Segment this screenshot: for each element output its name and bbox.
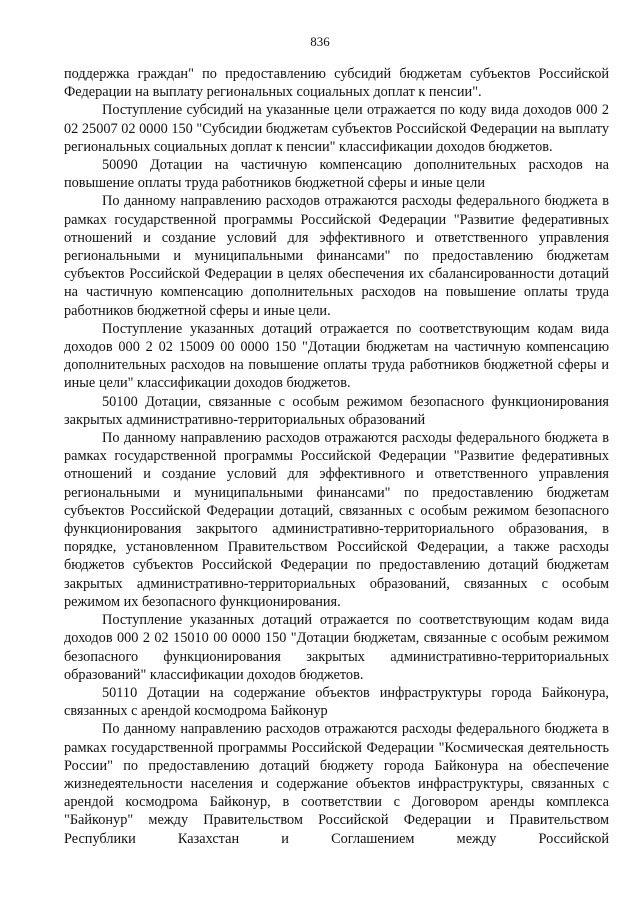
section-heading-50110: 50110 Дотации на содержание объектов инфраструктуры города Байконура, связанных с арендой космодрома Байконур bbox=[64, 684, 609, 720]
paragraph-50100-receipt: Поступление указанных дотаций отражается по соответствующим кодам вида доходов 000 2 02 15010 00 0000 150 "Дотации бюджетам, связанные с особым режимом безопасного функционирования закрытых административно-территориальных образований" классификации доходов бюджетов. bbox=[64, 612, 609, 683]
document-body bbox=[64, 65, 609, 848]
paragraph-50090-expenses: По данному направлению расходов отражаются расходы федерального бюджета в рамках государственной программы Российской Федерации "Развитие федеративных отношений и создание условий для эффективного и ответственного управления региональными и муниципальными финансами" по предоставлению бюджетам субъектов Российской Федерации в целях обеспечения их сбалансированности дотаций на частичную компенсацию дополнительных расходов на повышение оплаты труда работников бюджетной сферы и иные цели. bbox=[64, 193, 609, 319]
paragraph-subsidy-receipt: Поступление субсидий на указанные цели отражается по коду вида доходов 000 2 02 25007 02 0000 150 "Субсидии бюджетам субъектов Российской Федерации на выплату региональных социальных доплат к пенсии" классификации доходов бюджетов. bbox=[64, 102, 609, 155]
section-heading-50100: 50100 Дотации, связанные с особым режимом безопасного функционирования закрытых административно-территориальных образований bbox=[64, 393, 609, 428]
paragraph-50090-receipt: Поступление указанных дотаций отражается по соответствующим кодам вида доходов 000 2 02 15009 00 0000 150 "Дотации бюджетам на частичную компенсацию дополнительных расходов на повышение оплаты труда работников бюджетной сферы и иные цели" классификации доходов бюджетов. bbox=[64, 320, 609, 392]
paragraph-50110-expenses: По данному направлению расходов отражаются расходы федерального бюджета в рамках государственной программы Российской Федерации "Космическая деятельность России" по предоставлению дотаций бюджету города Байконура на обеспечение жизнедеятельности населения и содержание объектов инфраструктуры, связанных с арендой космодрома Байконур, в соответствии с Договором аренды комплекса "Байконур" между Правительством Российской Федерации и Правительством Республики Казахстан и Соглашением между Российской bbox=[64, 721, 609, 847]
page-number: 836 bbox=[310, 34, 330, 49]
paragraph-continuation: поддержка граждан" по предоставлению субсидий бюджетам субъектов Российской Федерации на выплату региональных социальных доплат к пенсии". bbox=[64, 66, 609, 101]
paragraph-50100-expenses: По данному направлению расходов отражаются расходы федерального бюджета в рамках государственной программы Российской Федерации "Развитие федеративных отношений и создание условий для эффективного и ответственного управления региональными и муниципальными финансами" по предоставлению бюджетам субъектов Российской Федерации дотаций, связанных с особым режимом безопасного функционирования закрытого административно-территориального образования, в порядке, установленном Правительством Российской Федерации, а также расходы бюджетов субъектов Российской Федерации по предоставлению дотаций бюджетам закрытых административно-территориальных образований, связанных с особым режимом их безопасного функционирования. bbox=[64, 430, 609, 610]
section-heading-50090: 50090 Дотации на частичную компенсацию дополнительных расходов на повышение оплаты труда работников бюджетной сферы и иные цели bbox=[64, 157, 609, 192]
